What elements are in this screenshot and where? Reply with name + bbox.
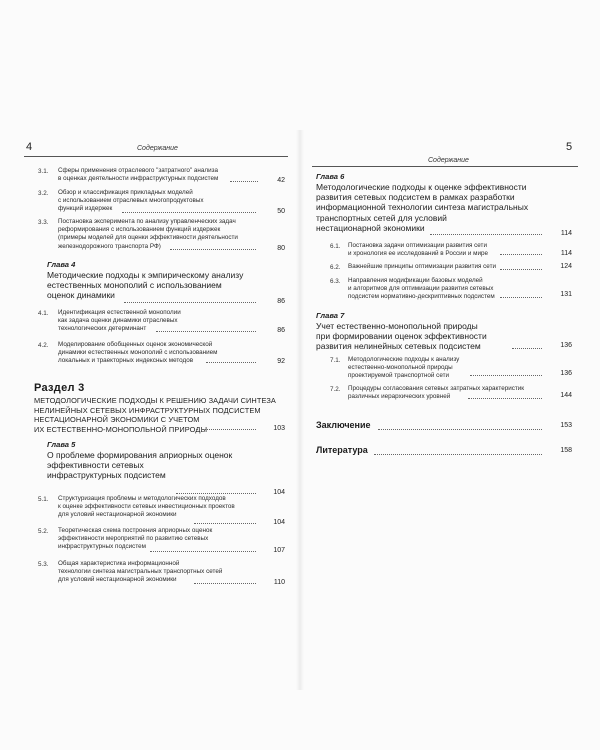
right-running-header: Содержание <box>428 157 469 164</box>
left-header-rule <box>24 156 288 157</box>
right-page-number: 5 <box>566 141 573 153</box>
right-page: Содержание 5 Глава 6 Методологические подходы к оценке эффективности развития сетевых подсистем в рамках разработки информационной технологии синтеза магистральных транспортных сетей для условий нестационарной экономики 114 6.1. Постановка задачи оптимизации развития сети и хронология ее исследований в России и мире 114 6.2. Важнейшие принципы оптимизации развития сети 124 6.3. Направления модификации базовых моделей и алгоритмов для оптимизации развития сетевых подсистем нормативно-дескриптивных подсистем 131 Глава 7 Учет естественно-монопольной природы при формировании оценок эффективности развития нелинейных сетевых подсистем 136 7.1. Методологические подходы к анализу естественно-монопольной природы проектируемой транспортной сети 136 7.2. Процедуры согласования сетевых затратных характеристик различных иерархических уровней 144 Заключение 153 Литература 158 <box>300 0 600 750</box>
left-running-header: Содержание <box>137 145 178 152</box>
left-page-number: 4 <box>26 141 33 153</box>
left-page: 4 Содержание 3.1. Сферы применения отраслевого "затратного" анализа в оценках деятельности инфраструктурных подсистем 42 3.2. Обзор и классификация прикладных моделей с использованием отраслевых многопродуктовых функций издержек 50 3.3. Постановка эксперимента по анализу управленческих задач реформирования с использованием функций издержек (примеры моделей для оценки эффективности деятельности железнодорожного транспорта РФ) 80 Глава 4 Методические подходы к эмпирическому анализу естественных монополий с использованием оценок динамики 86 4.1. Идентификация естественной монополии как задача оценки динамики отраслевых технологических детерминант 86 4.2. Моделирование обобщенных оценок экономической динамики естественных монополий с использованием локальных и траекторных индексных методов 92 Раздел 3 МЕТОДОЛОГИЧЕСКИЕ ПОДХОДЫ К РЕШЕНИЮ ЗАДАЧИ СИНТЕЗА НЕЛИНЕЙНЫХ СЕТЕВЫХ ИНФРАСТРУКТУРНЫХ ПОДСИСТЕМ НЕСТАЦИОНАРНОЙ ЭКОНОМИКИ С УЧЕТОМ ИХ ЕСТЕСТВЕННО-МОНОПОЛЬНОЙ ПРИРОДЫ 103 Глава 5 О проблеме формирования априорных оценок эффективности сетевых инфраструктурных подсистем 104 5.1. Структуризация проблемы и методологических подходов к оценке эффективности сетевых инвестиционных проектов для условий нестационарной экономики 104 5.2. Теоретическая схема построения априорных оценок эффективности мероприятий по развитию сетевых инфраструктурных подсистем 107 5.3. Общая характеристика информационной технологии синтеза магистральных транспортных сетей для условий нестационарной экономики 110 <box>0 0 300 750</box>
right-header-rule <box>312 166 578 167</box>
